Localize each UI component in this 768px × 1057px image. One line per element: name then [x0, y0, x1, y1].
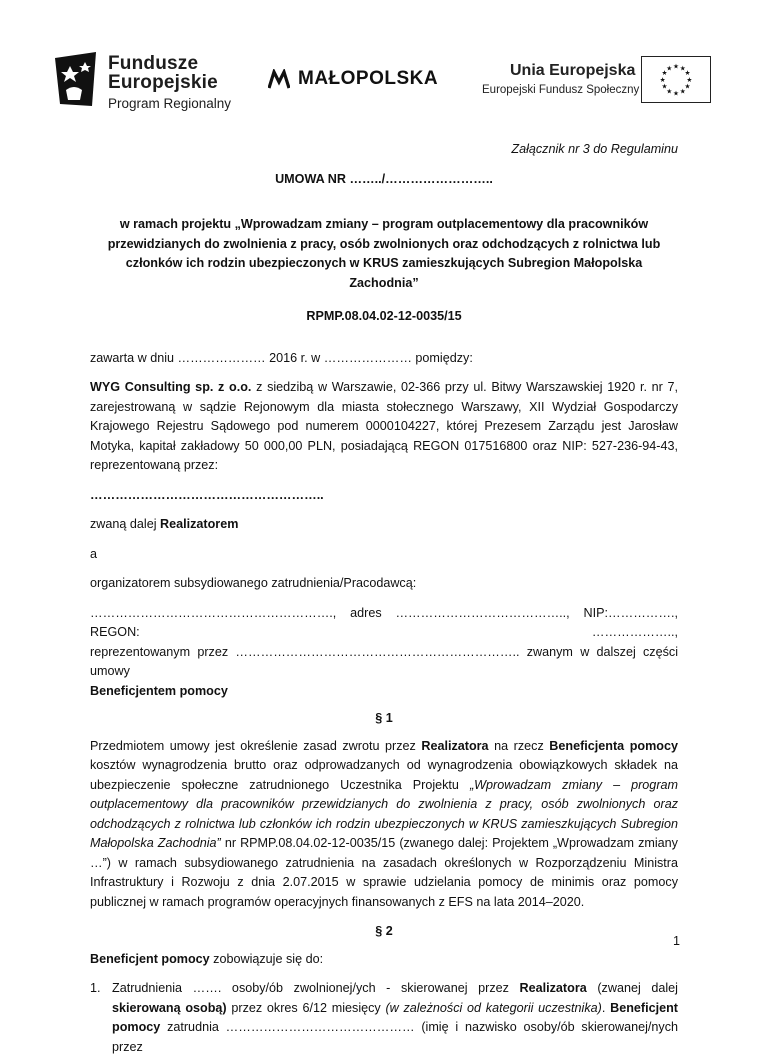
section-1-paragraph: [90, 737, 678, 913]
item1-category-note: (w zależności od kategorii uczestnika): [385, 1000, 602, 1015]
attachment-label: Załącznik nr 3 do Regulaminu: [511, 142, 678, 156]
list-item-1: [90, 979, 678, 1057]
fundusze-europejskie-text: [108, 54, 231, 113]
svg-text:★: ★: [684, 69, 691, 78]
p2-beneficjent: Beneficjent pomocy: [90, 951, 210, 966]
contract-title: UMOWA NR ……../……………………..: [275, 171, 493, 186]
company-paragraph: [90, 378, 678, 476]
eu-flag-icon: [641, 56, 711, 103]
beneficiary-bold: Beneficjentem pomocy: [90, 683, 228, 698]
organizer-fields-line1: …………………………………………………., adres ………………………………….., NIP:……………., REGON: ………………..,: [90, 605, 678, 639]
item1-text-c: (zwanej dalej: [586, 981, 678, 995]
company-description: z siedzibą w Warszawie, 02-366 przy ul. Bitwy Warszawskiej 1920 r. nr 7, zarejestrowaną w sądzie Rejonowym dla miasta stołecznego Warszawy, XII Wydział Gospodarczy Krajowego Rejestru Sądowego pod numerem 0000104227, której Prezesem Zarządu jest Jarosław Motyka, kapitał zakładowy 50 000,00 PLN, posiadającą REGON 017516800 oraz NIP: 527-236-94-43, reprezentowaną przez:: [90, 380, 678, 472]
svg-text:★: ★: [686, 75, 693, 84]
representative-dots: [90, 486, 678, 506]
svg-text:★: ★: [679, 64, 686, 73]
svg-text:★: ★: [659, 75, 666, 84]
eu-text: [482, 62, 639, 96]
header-logos: [0, 0, 768, 120]
item1-text-g: .: [601, 1000, 611, 1015]
svg-text:★: ★: [673, 89, 679, 98]
list-item-1-number: 1.: [90, 981, 101, 995]
page-number: 1: [672, 934, 680, 948]
organizer-line: organizatorem subsydiowanego zatrudnienia/Pracodawcą:: [90, 576, 417, 590]
p1-text-c: na rzecz: [488, 738, 550, 753]
organizer-fields-line2: reprezentowanym przez ………………………………………………………….. zwanym w dalszej części umowy: [90, 644, 678, 678]
section-2-intro: [90, 950, 678, 970]
and-word: a: [90, 546, 98, 561]
item1-text-a: Zatrudnienia ……. osoby/ób zwolnionej/ych - skierowanej przez: [112, 981, 520, 995]
item1-skierowana: skierowaną osobą): [112, 1000, 227, 1015]
p1-realizator: Realizatora: [421, 738, 489, 753]
svg-text:★: ★: [684, 82, 691, 91]
p1-text-e: kosztów wynagrodzenia brutto oraz odprowadzanych od wynagrodzenia obowiązkowych składek na ubezpieczenie społeczne zatrudnionego Uczestnika Projektu: [90, 758, 678, 792]
svg-text:★: ★: [666, 64, 673, 73]
called-realizator: [90, 515, 678, 535]
list-item-1-body: [112, 979, 678, 1057]
item1-realizator: Realizatora: [519, 981, 587, 995]
beneficiary-label: [90, 682, 678, 702]
svg-text:★: ★: [673, 62, 679, 71]
document-body: [90, 140, 678, 1057]
fe-line1: Fundusze: [108, 53, 199, 74]
section-1-heading: § 1: [375, 711, 393, 725]
project-description: w ramach projektu „Wprowadzam zmiany – program outplacementowy dla pracowników przewidzianych do zwolnienia z pracy, osób zwolnionych oraz odchodzących z rolnictwa lub członków ich rodzin ubezpieczonych w KRUS zamieszkujących Subregion Małopolska Zachodnia”: [107, 217, 661, 290]
p1-text-g: nr RPMP.08.04.02-12-0035/15 (zwanego dalej: Projektem „Wprowadzam zmiany …”) w ramach subsydiowanego zatrudnienia na zasadach określonych w Rozporządzeniu Ministra Infrastruktury i Rozwoju z dnia 2.07.2015 w sprawie udzielania pomocy de minimis oraz pomocy publicznej w ramach programów operacyjnych finansowanych z EFS na lata 2014–2020.: [90, 836, 678, 909]
fundusze-europejskie-logo-icon: [52, 50, 102, 108]
fe-line3: Program Regionalny: [108, 96, 232, 111]
malopolska-logo: [268, 68, 438, 90]
eu-subtitle: Europejski Fundusz Społeczny: [482, 84, 640, 96]
svg-text:★: ★: [661, 69, 668, 78]
item1-text-i: zatrudnia ……………………………………… (imię i nazwisko osoby/ób skierowanej/nych przez: [112, 1020, 678, 1054]
eu-title: Unia Europejska: [510, 62, 636, 79]
item1-beneficjent: Beneficjent pomocy: [112, 1000, 678, 1034]
svg-text:★: ★: [666, 87, 673, 96]
organizer-fields: [90, 604, 678, 702]
p2-text: zobowiązuje się do:: [209, 951, 324, 966]
called-prefix: zwaną dalej: [90, 517, 161, 531]
malopolska-text: MAŁOPOLSKA: [298, 68, 439, 89]
dots-line: ………………………………………………..: [90, 487, 324, 502]
section-2-heading: § 2: [375, 924, 393, 938]
fe-line2: Europejskie: [108, 72, 218, 93]
svg-text:★: ★: [661, 82, 668, 91]
item1-text-e: przez okres 6/12 miesięcy: [226, 1000, 386, 1015]
concluded-line: zawarta w dniu ………………… 2016 r. w ………………… pomiędzy:: [90, 350, 473, 365]
company-name: WYG Consulting sp. z o.o.: [90, 380, 252, 394]
p1-project-title: „Wprowadzam zmiany – program outplacementowy dla pracowników przewidzianych do zwolnienia z pracy, osób zwolnionych oraz odchodzących z rolnictwa lub członków ich rodzin ubezpieczonych w KRUS zamieszkujących Subregion Małopolska Zachodnia”: [90, 777, 679, 850]
p1-beneficjent: Beneficjenta pomocy: [549, 738, 678, 753]
p1-text-a: Przedmiotem umowy jest określenie zasad zwrotu przez: [90, 738, 422, 753]
project-number: RPMP.08.04.02-12-0035/15: [306, 309, 462, 323]
realizator-label: Realizatorem: [160, 517, 239, 531]
malopolska-logo-icon: [268, 69, 290, 89]
svg-text:★: ★: [679, 87, 686, 96]
